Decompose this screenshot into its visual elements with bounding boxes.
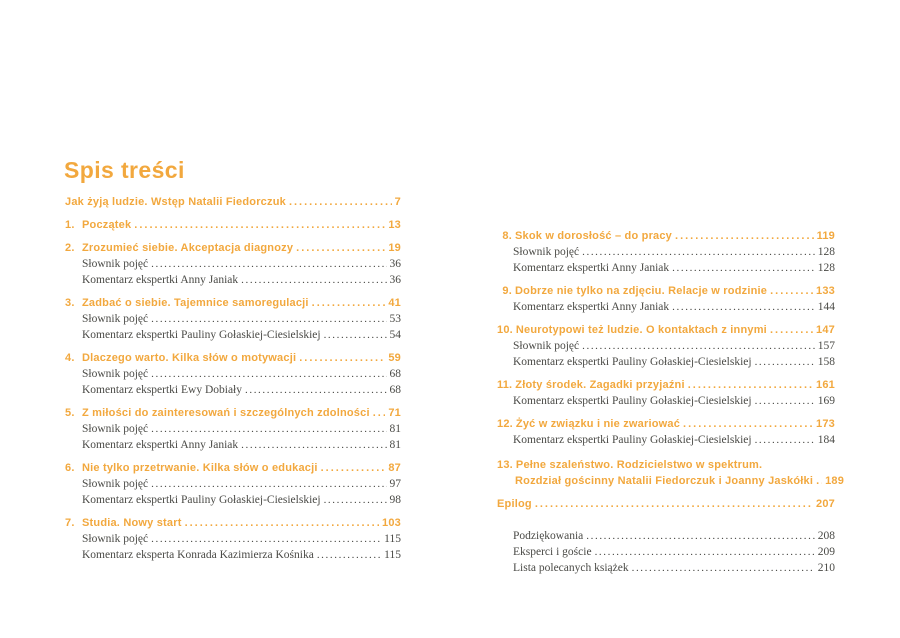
toc-entry-title: Komentarz ekspertki Pauliny Gołaskiej-Ciesielskiej: [513, 434, 752, 446]
toc-group: [497, 228, 835, 276]
toc-chapter-entry: [65, 240, 401, 256]
page-title: Spis treści: [64, 157, 185, 184]
page-number: 158: [817, 356, 835, 368]
dot-leader: [373, 405, 386, 421]
dot-leader: [151, 421, 386, 437]
page-number: 97: [389, 478, 401, 490]
toc-chapter-entry: [65, 350, 401, 366]
toc-entry-title: Komentarz ekspertki Ewy Dobiały: [82, 384, 242, 396]
toc-group: [65, 350, 401, 398]
toc-group: [65, 295, 401, 343]
dot-leader: [770, 322, 813, 338]
dot-leader: [672, 299, 815, 315]
toc-entry-number: 2.: [65, 242, 75, 254]
toc-entry-title: Nie tylko przetrwanie. Kilka słów o edukacji: [82, 462, 318, 474]
toc-group: [65, 240, 401, 288]
toc-entry-title: Komentarz ekspertki Anny Janiak: [513, 301, 670, 313]
toc-entry-title: Słownik pojęć: [82, 423, 149, 435]
toc-entry-title: Komentarz ekspertki Pauliny Gołaskiej-Ciesielskiej: [82, 494, 321, 506]
toc-entry-number: 9.: [502, 285, 512, 297]
dot-leader: [586, 528, 814, 544]
page-number: 128: [817, 246, 835, 258]
toc-chapter-entry: [65, 295, 401, 311]
toc-sub-entry: [497, 432, 835, 448]
dot-leader: [299, 350, 385, 366]
page-number: 36: [389, 274, 401, 286]
page-number: 157: [817, 340, 835, 352]
toc-entry-number: 7.: [65, 517, 75, 529]
toc-group: [497, 283, 835, 315]
dot-leader: [688, 377, 813, 393]
toc-sub-entry: [65, 492, 401, 508]
dot-leader: [770, 283, 813, 299]
toc-entry-title: Słownik pojęć: [513, 340, 580, 352]
toc-chapter-entry: [497, 377, 835, 393]
toc-sub-entry: [65, 437, 401, 453]
dot-leader: [312, 295, 386, 311]
toc-entry-title: Komentarz ekspertki Anny Janiak: [82, 439, 239, 451]
toc-entry-number: 13.: [497, 459, 513, 471]
toc-group: [497, 322, 835, 370]
toc-entry-title: Skok w dorosłość – do pracy: [515, 230, 673, 242]
dot-leader: [289, 194, 392, 210]
dot-leader: [245, 382, 387, 398]
toc-entry-title: Żyć w związku i nie zwariować: [515, 418, 681, 430]
toc-sub-entry: [65, 272, 401, 288]
page-number: 13: [388, 219, 401, 231]
toc-group: [65, 460, 401, 508]
page-number: 144: [817, 301, 835, 313]
toc-entry-title: Podziękowania: [513, 530, 584, 542]
dot-leader: [241, 437, 386, 453]
dot-leader: [683, 416, 813, 432]
toc-entry-title: Słownik pojęć: [82, 533, 149, 545]
toc-chapter-entry: [497, 283, 835, 299]
toc-sub-entry: [497, 299, 835, 315]
toc-entry-title: Z miłości do zainteresowań i szczególnych zdolności: [82, 407, 370, 419]
toc-entry-number: 1.: [65, 219, 75, 231]
dot-leader: [134, 217, 385, 233]
toc-entry-title: Epilog: [497, 498, 532, 510]
toc-entry-title: Słownik pojęć: [82, 258, 149, 270]
toc-chapter-entry: [65, 460, 401, 476]
toc-entry-title: Jak żyją ludzie. Wstęp Natalii Fiedorczuk: [65, 196, 286, 208]
toc-sub-entry: [497, 244, 835, 260]
page-number: 36: [389, 258, 401, 270]
toc-entry-title: Złoty środek. Zagadki przyjaźni: [515, 379, 685, 391]
page-number: 147: [816, 324, 835, 336]
toc-group: [497, 496, 835, 512]
toc-group: [65, 405, 401, 453]
dot-leader: [324, 327, 387, 343]
page-number: 210: [817, 562, 835, 574]
toc-sub-entry: [65, 547, 401, 563]
page-number: 68: [389, 384, 401, 396]
page-number: 119: [816, 230, 835, 242]
toc-entry-number: 8.: [502, 230, 512, 242]
toc-sub-entry: [497, 260, 835, 276]
dot-leader: [675, 228, 814, 244]
toc-sub-entry: [65, 421, 401, 437]
toc-entry-number: 5.: [65, 407, 75, 419]
toc-chapter-entry: [65, 217, 401, 233]
toc-entry-title: Komentarz ekspertki Pauliny Gołaskiej-Ciesielskiej: [82, 329, 321, 341]
toc-entry-title: Komentarz eksperta Konrada Kazimierza Kośnika: [82, 549, 314, 561]
toc-group: [497, 416, 835, 448]
toc-entry-title: Komentarz ekspertki Anny Janiak: [513, 262, 670, 274]
toc-entry-title: Słownik pojęć: [513, 246, 580, 258]
dot-leader: [632, 560, 815, 576]
toc-chapter-entry: [65, 194, 401, 210]
dot-leader: [595, 544, 815, 560]
page-number: 68: [389, 368, 401, 380]
toc-sub-entry: [65, 256, 401, 272]
toc-entry-number: 4.: [65, 352, 75, 364]
toc-right-column: [497, 228, 845, 576]
dot-leader: [151, 256, 386, 272]
toc-entry-title: Studia. Nowy start: [82, 517, 182, 529]
dot-leader: [185, 515, 379, 531]
toc-left-column: [65, 194, 401, 563]
page-number: 161: [816, 379, 835, 391]
page-number: 7: [394, 196, 401, 208]
page-number: 81: [389, 423, 401, 435]
toc-entry-title: Początek: [82, 219, 132, 231]
toc-entry-number: 6.: [65, 462, 75, 474]
toc-chapter-entry: [497, 457, 835, 473]
dot-leader: [151, 531, 381, 547]
dot-leader: [816, 473, 822, 489]
toc-group: [497, 457, 845, 489]
page-number: 209: [817, 546, 835, 558]
dot-leader: [582, 244, 815, 260]
toc-chapter-entry: [497, 416, 835, 432]
toc-entry-title: Pełne szaleństwo. Rodzicielstwo w spektrum.: [515, 459, 763, 471]
page-number: 189: [825, 475, 845, 487]
dot-leader: [672, 260, 815, 276]
toc-sub-entry: [65, 531, 401, 547]
toc-entry-title: Komentarz ekspertki Pauliny Gołaskiej-Ciesielskiej: [513, 395, 752, 407]
dot-leader: [755, 432, 815, 448]
dot-leader: [151, 476, 386, 492]
toc-entry-title: Zrozumieć siebie. Akceptacja diagnozy: [82, 242, 294, 254]
toc-backmatter: [497, 528, 835, 576]
page-number: 71: [388, 407, 401, 419]
toc-sub-entry: [497, 393, 835, 409]
toc-sub-entry: [65, 382, 401, 398]
page-number: 87: [388, 462, 401, 474]
toc-entry-title: Słownik pojęć: [82, 368, 149, 380]
toc-entry-number: 12.: [497, 418, 513, 430]
toc-entry-title: Eksperci i goście: [513, 546, 592, 558]
page-number: 53: [389, 313, 401, 325]
page-number: 128: [817, 262, 835, 274]
toc-backmatter-entry: [497, 528, 835, 544]
page-number: 41: [388, 297, 401, 309]
toc-entry-title: Neurotypowi też ludzie. O kontaktach z innymi: [515, 324, 767, 336]
toc-entry-title: Słownik pojęć: [82, 478, 149, 490]
toc-group: [65, 217, 401, 233]
toc-chapter-entry: [497, 496, 835, 512]
page-number: 169: [817, 395, 835, 407]
page-number: 115: [384, 549, 401, 561]
toc-group: [497, 377, 835, 409]
toc-entry-title: Komentarz ekspertki Anny Janiak: [82, 274, 239, 286]
toc-group: [65, 515, 401, 563]
toc-chapter-entry: [497, 322, 835, 338]
dot-leader: [317, 547, 381, 563]
dot-leader: [241, 272, 386, 288]
dot-leader: [755, 354, 815, 370]
toc-sub-entry: [65, 476, 401, 492]
page-number: 173: [816, 418, 835, 430]
toc-backmatter-entry: [497, 544, 835, 560]
toc-entry-title: Dlaczego warto. Kilka słów o motywacji: [82, 352, 297, 364]
toc-entry-title: Dobrze nie tylko na zdjęciu. Relacje w rodzinie: [515, 285, 768, 297]
dot-leader: [151, 311, 386, 327]
toc-sub-entry: [65, 311, 401, 327]
toc-entry-title: Zadbać o siebie. Tajemnice samoregulacji: [82, 297, 309, 309]
toc-group: [65, 194, 401, 210]
page-number: 103: [382, 517, 401, 529]
toc-sub-entry: [497, 354, 835, 370]
toc-entry-number: 10.: [497, 324, 513, 336]
toc-chapter-entry: [497, 228, 835, 244]
page-number: 81: [389, 439, 401, 451]
dot-leader: [755, 393, 815, 409]
dot-leader: [582, 338, 815, 354]
toc-entry-title: Rozdział gościnny Natalii Fiedorczuk i Joanny Jaskółki: [515, 475, 814, 487]
dot-leader: [151, 366, 386, 382]
dot-leader: [535, 496, 813, 512]
toc-chapter-entry: [65, 405, 401, 421]
page-number: 19: [388, 242, 401, 254]
page-number: 207: [816, 498, 835, 510]
page-number: 59: [388, 352, 401, 364]
toc-sub-entry: [65, 366, 401, 382]
dot-leader: [296, 240, 385, 256]
page-number: 98: [389, 494, 401, 506]
toc-entry-title: Lista polecanych książek: [513, 562, 629, 574]
toc-chapter-entry: [65, 515, 401, 531]
toc-backmatter-entry: [497, 560, 835, 576]
page-number: 208: [817, 530, 835, 542]
dot-leader: [321, 460, 386, 476]
toc-entry-title: Komentarz ekspertki Pauliny Gołaskiej-Ciesielskiej: [513, 356, 752, 368]
page-number: 133: [816, 285, 835, 297]
dot-leader: [324, 492, 387, 508]
toc-entry-title: Słownik pojęć: [82, 313, 149, 325]
toc-sub-entry: [65, 327, 401, 343]
toc-chapter-entry-continuation: [497, 473, 845, 489]
toc-entry-number: 11.: [497, 379, 513, 391]
page-number: 115: [384, 533, 401, 545]
toc-sub-entry: [497, 338, 835, 354]
page-number: 54: [389, 329, 401, 341]
toc-entry-number: 3.: [65, 297, 75, 309]
page-number: 184: [817, 434, 835, 446]
